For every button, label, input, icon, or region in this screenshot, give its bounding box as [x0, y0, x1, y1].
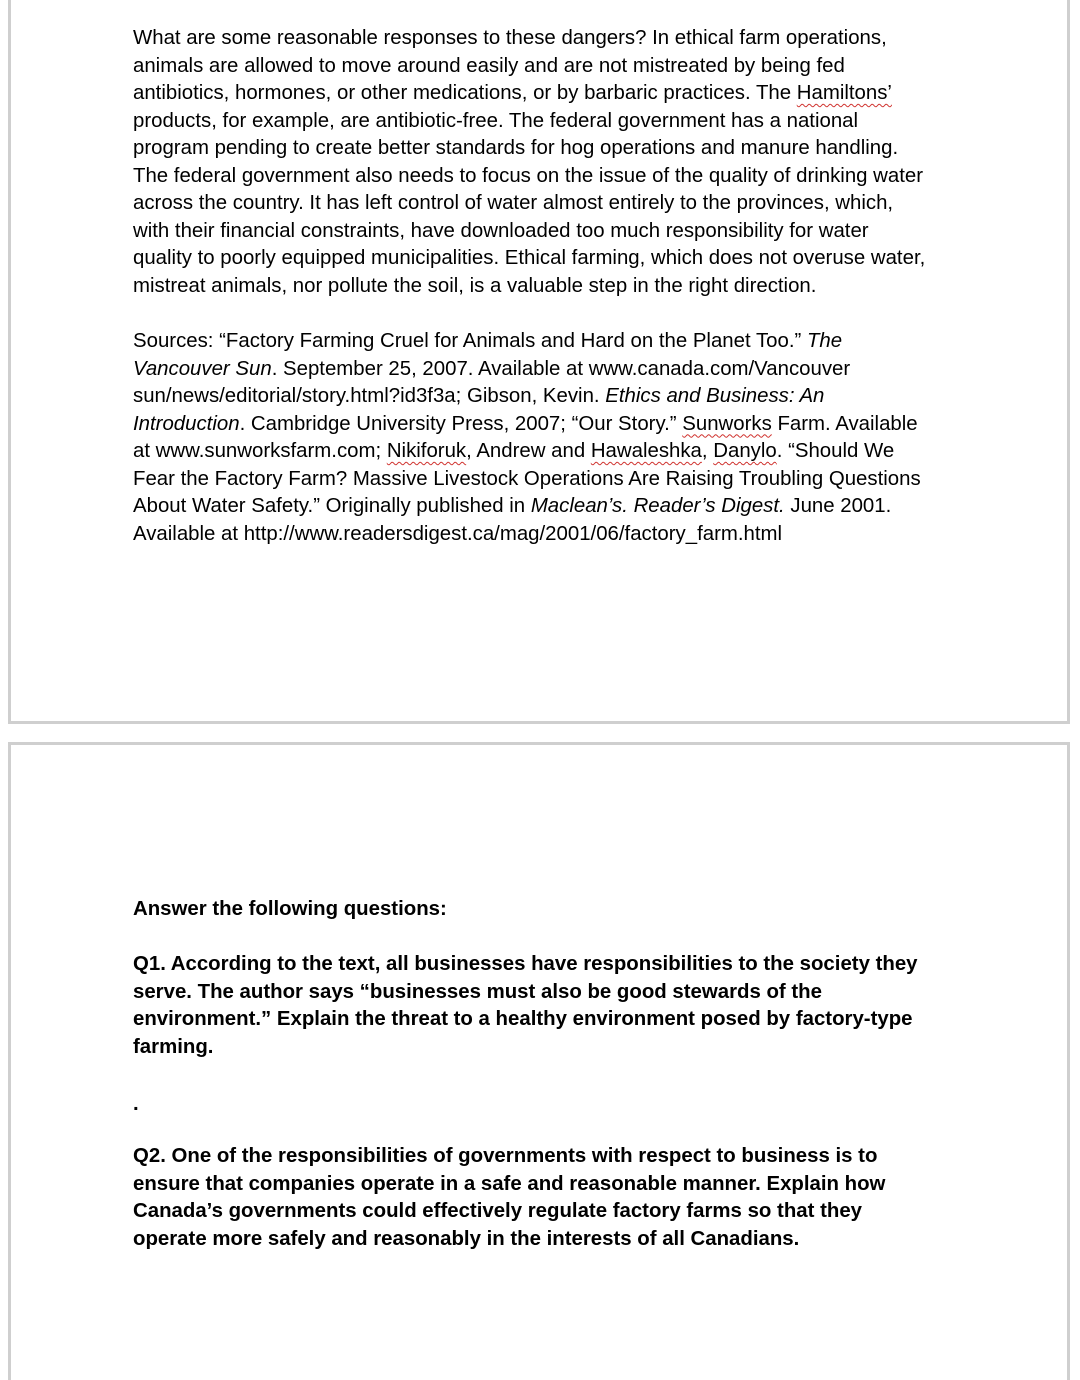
question-line: environment.” Explain the threat to a healthy environment posed by factory-type	[133, 1008, 913, 1030]
sources-line	[133, 383, 948, 411]
paragraph-line: animals are allowed to move around easily and are not mistreated by being fed	[133, 54, 845, 77]
dot-text: .	[133, 1093, 139, 1115]
paragraph-line: with their financial constraints, have downloaded too much responsibility for water	[133, 219, 869, 242]
paragraph-line: quality to poorly equipped municipalities. Ethical farming, which does not overuse water,	[133, 247, 926, 269]
spellcheck-word[interactable]: Danylo	[713, 440, 777, 462]
question-2	[133, 1143, 948, 1253]
sources-text: at www.sunworksfarm.com;	[133, 440, 387, 462]
question-line: serve. The author says “businesses must also be good stewards of the	[133, 980, 822, 1003]
question-1	[133, 951, 948, 1061]
sources-line	[133, 438, 948, 466]
answer-placeholder-dot	[133, 1091, 948, 1119]
paragraph-line: products, for example, are antibiotic-free. The federal government has a national	[133, 109, 859, 132]
sources-paragraph	[133, 328, 948, 548]
sources-italic: Vancouver Sun	[133, 357, 272, 380]
paragraph-line: What are some reasonable responses to these dangers? In ethical farm operations,	[133, 27, 887, 49]
sources-line: Available at http://www.readersdigest.ca/mag/2001/06/factory_farm.html	[133, 522, 783, 545]
document-page-2	[8, 742, 1070, 1380]
sources-text: ,	[701, 440, 714, 462]
sources-text: . September 25, 2007. Available at www.canada.com/Vancouver	[271, 357, 851, 380]
paragraph-line: mistreat animals, nor pollute the soil, is a valuable step in the right direction.	[133, 274, 817, 297]
spellcheck-word[interactable]: Hamiltons’	[796, 82, 892, 104]
paragraph-line: across the country. It has left control of water almost entirely to the provinces, which,	[133, 192, 894, 214]
sources-line	[133, 493, 948, 521]
sources-text: Sources: “Factory Farming Cruel for Animals and Hard on the Planet Too.”	[133, 330, 807, 352]
sources-text: June 2001.	[784, 495, 892, 517]
question-line: Q2. One of the responsibilities of governments with respect to business is to	[133, 1145, 878, 1167]
paragraph-line	[133, 80, 948, 108]
question-line: operate more safely and reasonably in the interests of all Canadians.	[133, 1227, 800, 1250]
paragraph-line: The federal government also needs to focus on the issue of the quality of drinking water	[133, 164, 924, 187]
spellcheck-word[interactable]: Hawaleshka	[590, 440, 702, 462]
sources-text: , Andrew and	[466, 440, 591, 462]
questions-heading	[133, 896, 948, 924]
sources-text: . “Should We	[776, 440, 895, 462]
sources-text: sun/news/editorial/story.html?id3f3a; Gibson, Kevin.	[133, 385, 606, 407]
sources-italic: Introduction	[133, 412, 240, 435]
questions-heading-text: Answer the following questions:	[133, 898, 447, 920]
sources-text: Farm. Available	[771, 412, 918, 435]
sources-text: . Cambridge University Press, 2007; “Our Story.”	[239, 412, 683, 435]
sources-line: Fear the Factory Farm? Massive Livestock Operations Are Raising Troubling Questions	[133, 467, 921, 490]
question-line: Q1. According to the text, all businesses have responsibilities to the society they	[133, 953, 918, 975]
body-paragraph	[133, 25, 948, 300]
sources-text: About Water Safety.” Originally published in	[133, 495, 531, 517]
paragraph-line: program pending to create better standards for hog operations and manure handling.	[133, 137, 899, 159]
sources-line	[133, 328, 948, 356]
sources-line	[133, 356, 948, 384]
sources-italic: Ethics and Business: An	[605, 385, 825, 407]
paragraph-text: antibiotics, hormones, or other medications, or by barbaric practices. The	[133, 82, 797, 104]
question-line: ensure that companies operate in a safe and reasonable manner. Explain how	[133, 1172, 886, 1195]
sources-italic: The	[806, 330, 843, 352]
sources-italic: Maclean’s. Reader’s Digest.	[530, 495, 785, 517]
spellcheck-word[interactable]: Sunworks	[682, 412, 772, 435]
question-line: farming.	[133, 1035, 214, 1058]
spellcheck-word[interactable]: Nikiforuk	[386, 440, 467, 462]
question-line: Canada’s governments could effectively regulate factory farms so that they	[133, 1200, 862, 1222]
sources-line	[133, 411, 948, 439]
